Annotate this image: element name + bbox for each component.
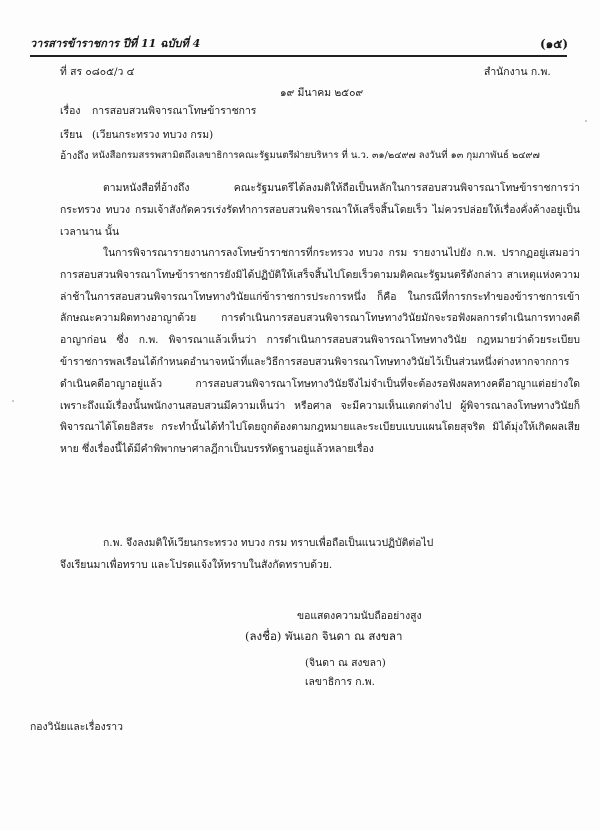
reference-label: อ้างถึง	[60, 150, 89, 162]
document-number: ที่ สร ๐๘๐๕/ว ๔	[60, 66, 135, 78]
scan-speck	[12, 400, 14, 402]
subject-label: เรื่อง	[60, 105, 81, 117]
header-rule	[30, 55, 567, 57]
memo-date: ๑๙ มีนาคม ๒๕๐๙	[280, 87, 364, 99]
journal-header: วารสารข้าราชการ ปีที่ 11 ฉบับที่ 4	[30, 37, 201, 50]
reference-text: หนังสือกรมสรรพสามิตถึงเลขาธิการคณะรัฐมนตรีฝ่ายบริหาร ที่ น.ว. ๓๑/๒๔๙๗ ลงวันที่ ๑๓ กุมภาพันธ์ ๒๔๙๗	[92, 150, 540, 161]
recipient-label: เรียน	[60, 129, 83, 141]
signer-position: เลขาธิการ ก.พ.	[305, 676, 375, 688]
closing-salutation: ขอแสดงความนับถืออย่างสูง	[297, 610, 422, 622]
subject-text: การสอบสวนพิจารณาโทษข้าราชการ	[92, 105, 257, 117]
issuing-division: กองวินัยและเรื่องราว	[30, 721, 123, 733]
scan-speck	[585, 120, 587, 122]
printed-name: (จินดา ณ สงขลา)	[305, 657, 386, 669]
signature-line: (ลงชื่อ) พันเอก จินดา ณ สงขลา	[245, 629, 403, 643]
body-paragraph-3-line-1: ก.พ. จึงลงมติให้เวียนกระทรวง ทบวง กรม ทราบเพื่อถือเป็นแนวปฏิบัติต่อไป	[103, 537, 434, 549]
body-paragraph-3-line-2: จึงเรียนมาเพื่อทราบ และโปรดแจ้งให้ทราบในสังกัดทราบด้วย.	[60, 559, 333, 571]
recipient-text: (เวียนกระทรวง ทบวง กรม)	[92, 129, 214, 141]
page-number: (๑๕)	[540, 37, 569, 51]
issuing-office: สำนักงาน ก.พ.	[484, 66, 551, 78]
body-paragraph-1: ตามหนังสือที่อ้างถึง คณะรัฐมนตรีได้ลงมติให้ถือเป็นหลักในการสอบสวนพิจารณาโทษข้าราชการว่า กระทรวง ทบวง กรมเจ้าสังกัดควรเร่งรัดทำการสอบสวนพิจารณาให้เสร็จสิ้นโดยเร็ว ไม่ควรปล่อยให้เรื่องคั่งค้างอยู่เป็นเวลานาน นั้น	[60, 182, 580, 238]
body-paragraph-2: ในการพิจารณารายงานการลงโทษข้าราชการที่กระทรวง ทบวง กรม รายงานไปยัง ก.พ. ปรากฏอยู่เสมอว่า การสอบสวนพิจารณาโทษข้าราชการยังมิได้ปฏิบัติให้เสร็จสิ้นไปโดยเร็วตามมติคณะรัฐมนตรีดังกล่าว สาเหตุแห่งความล่าช้าในการสอบสวนพิจารณาโทษทางวินัยแก่ข้าราชการประการหนึ่ง ก็คือ ในกรณีที่การกระทำของข้าราชการเข้าลักษณะความผิดทางอาญาด้วย การดำเนินการสอบสวนพิจารณาโทษทางวินัยมักจะรอฟังผลการดำเนินการทางคดีอาญาก่อน ซึ่ง ก.พ. พิจารณาแล้วเห็นว่า การดำเนินการสอบสวนพิจารณาโทษทางวินัย กฎหมายว่าด้วยระเบียบข้าราชการพลเรือนได้กำหนดอำนาจหน้าที่และวิธีการสอบสวนพิจารณาโทษทางวินัยไว้เป็นส่วนหนึ่งต่างหากจากการดำเนินคดีอาญาอยู่แล้ว การสอบสวนพิจารณาโทษทางวินัยจึงไม่จำเป็นที่จะต้องรอฟังผลทางคดีอาญาแต่อย่างใด เพราะถึงแม้เรื่องนั้นพนักงานสอบสวนมีความเห็นว่า หรือศาล จะมีความเห็นแตกต่างไป ผู้พิจารณาลงโทษทางวินัยก็พิจารณาได้โดยอิสระ กระทำนั้นได้ทำไปโดยถูกต้องตามกฎหมายและระเบียบแบบแผนโดยสุจริต มิได้มุ่งให้เกิดผลเสียหาย ซึ่งเรื่องนี้ได้มีคำพิพากษาศาลฎีกาเป็นบรรทัดฐานอยู่แล้วหลายเรื่อง	[60, 247, 580, 456]
